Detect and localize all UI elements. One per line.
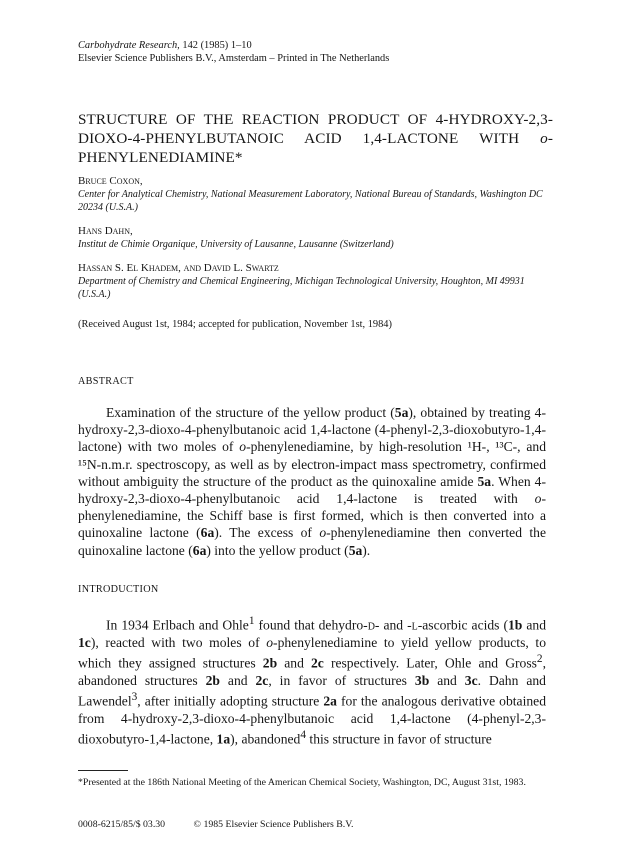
author-list <box>78 174 548 311</box>
bottom-line <box>78 819 379 830</box>
abstract-heading: ABSTRACT <box>78 376 134 387</box>
introduction-body: In 1934 Erlbach and Ohle$^1$ found that dehydro-d- and -l-ascorbic acids (1b and 1c), reacted with two moles of o-phenylenediamine to yield yellow products, to which they assigned structures 2b and 2c respectively. Later, Ohle and Gross$^2$, abandoned structures 2b and 2c, in favor of structures 3b and 3c. Dahn and Lawendel$^3$, after initially adopting structure 2a for the analogous derivative obtained from 4-hydroxy-2,3-dioxo-4-phenylbutanoic acid 1,4-lactone (4-phenyl-2,3-dioxobutyro-1,4-lactone, 1a), abandoned$^4$ this structure in favor of structure <box>78 615 546 747</box>
author-name: Hans Dahn, <box>78 225 133 237</box>
publisher-line: Elsevier Science Publishers B.V., Amsterdam – Printed in The Netherlands <box>78 53 390 64</box>
footnote-rule <box>78 770 128 771</box>
author-name: Hassan S. El Khadem, and David L. Swartz <box>78 262 279 274</box>
author-block <box>78 174 548 214</box>
issn-code: 0008-6215/85/$ 03.30 <box>78 819 166 830</box>
author-name: Bruce Coxon, <box>78 175 143 187</box>
title-italic-o: o <box>540 130 548 147</box>
author-affiliation: Institut de Chimie Organique, University of Lausanne, Lausanne (Switzerland) <box>78 239 394 250</box>
paper-title <box>78 110 553 167</box>
footnote: *Presented at the 186th National Meeting of the American Chemical Society, Washington, DC, August 31st, 1983. <box>78 777 526 788</box>
title-text-1: STRUCTURE OF THE REACTION PRODUCT OF 4-HYDROXY-2,3-DIOXO-4-PHENYLBUTANOIC ACID 1,4-LACTONE WITH <box>78 111 553 147</box>
journal-header <box>78 39 389 65</box>
title-text-2: -PHENYLENEDIAMINE* <box>78 130 553 166</box>
author-affiliation: Center for Analytical Chemistry, National Measurement Laboratory, National Bureau of Standards, Washington DC 20234 (U.S.A.) <box>78 189 543 213</box>
journal-name: Carbohydrate Research, <box>78 40 180 51</box>
received-dates: (Received August 1st, 1984; accepted for publication, November 1st, 1984) <box>78 319 392 330</box>
journal-volume-pages: 142 (1985) 1–10 <box>179 40 252 51</box>
copyright: © 1985 Elsevier Science Publishers B.V. <box>193 819 354 830</box>
author-block <box>78 261 548 301</box>
author-block <box>78 224 548 251</box>
abstract-body: Examination of the structure of the yellow product (5a), obtained by treating 4-hydroxy-2,3-dioxo-4-phenylbutanoic acid 1,4-lactone (4-phenyl-2,3-dioxobutyro-1,4-lactone) with two moles of o-phenylenediamine, by high-resolution ¹H-, ¹³C-, and ¹⁵N-n.m.r. spectroscopy, as well as by electron-impact mass spectrometry, confirmed without ambiguity the structure of the product as the quinoxaline amide 5a. When 4-hydroxy-2,3-dioxo-4-phenylbutanoic acid 1,4-lactone is treated with o-phenylenediamine, the Schiff base is first formed, which is then converted into a quinoxaline lactone (6a). The excess of o-phenylenediamine then converted the quinoxaline lactone (6a) into the yellow product (5a). <box>78 405 547 558</box>
introduction-heading: INTRODUCTION <box>78 584 159 595</box>
author-affiliation: Department of Chemistry and Chemical Engineering, Michigan Technological University, Houghton, MI 49931 (U.S.A.) <box>78 276 525 300</box>
